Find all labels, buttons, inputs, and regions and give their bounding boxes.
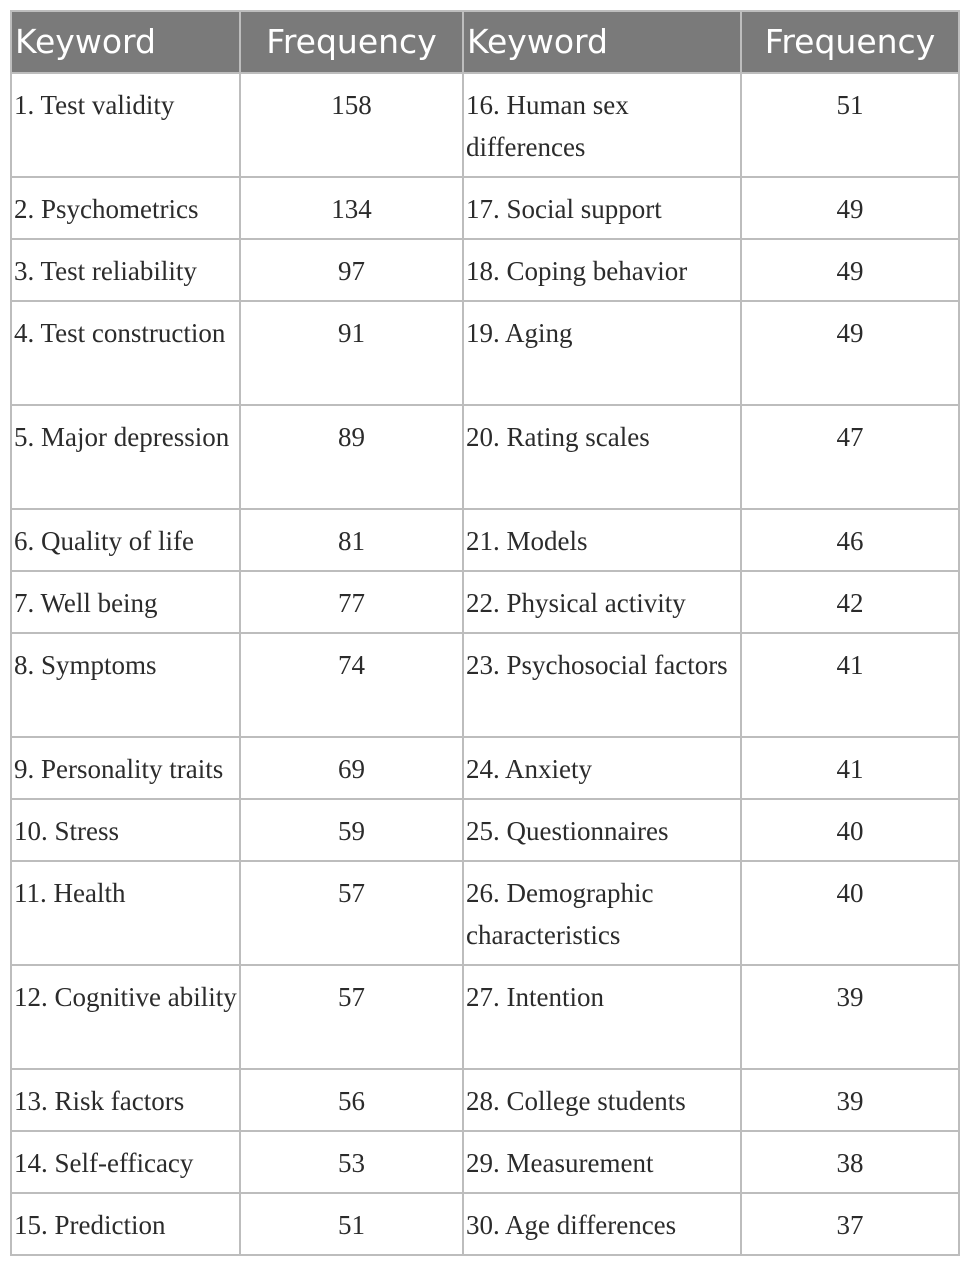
frequency-cell: 69 (240, 737, 463, 799)
keyword-cell: 23. Psychosocial factors (463, 633, 741, 737)
header-keyword-2: Keyword (463, 11, 741, 73)
table-row (11, 799, 959, 861)
table-header (11, 11, 959, 73)
keyword-cell: 26. Demographic characteristics (463, 861, 741, 965)
frequency-cell: 41 (741, 633, 959, 737)
frequency-cell: 49 (741, 301, 959, 405)
frequency-cell: 47 (741, 405, 959, 509)
keyword-frequency-table (10, 10, 960, 1256)
frequency-cell: 81 (240, 509, 463, 571)
frequency-cell: 74 (240, 633, 463, 737)
keyword-cell: 15. Prediction (11, 1193, 240, 1255)
table-row (11, 73, 959, 177)
keyword-cell: 1. Test validity (11, 73, 240, 177)
keyword-cell: 14. Self-efficacy (11, 1131, 240, 1193)
table-row (11, 633, 959, 737)
keyword-cell: 25. Questionnaires (463, 799, 741, 861)
keyword-cell: 19. Aging (463, 301, 741, 405)
keyword-cell: 3. Test reliability (11, 239, 240, 301)
table-row (11, 571, 959, 633)
keyword-cell: 2. Psychometrics (11, 177, 240, 239)
frequency-cell: 40 (741, 861, 959, 965)
frequency-cell: 134 (240, 177, 463, 239)
keyword-cell: 16. Human sex differences (463, 73, 741, 177)
table-row (11, 177, 959, 239)
keyword-cell: 9. Personality traits (11, 737, 240, 799)
frequency-cell: 40 (741, 799, 959, 861)
table-row (11, 1069, 959, 1131)
keyword-cell: 30. Age differences (463, 1193, 741, 1255)
frequency-cell: 56 (240, 1069, 463, 1131)
table-row (11, 965, 959, 1069)
frequency-cell: 42 (741, 571, 959, 633)
keyword-cell: 5. Major depression (11, 405, 240, 509)
keyword-cell: 27. Intention (463, 965, 741, 1069)
frequency-cell: 49 (741, 177, 959, 239)
keyword-cell: 6. Quality of life (11, 509, 240, 571)
keyword-cell: 10. Stress (11, 799, 240, 861)
frequency-cell: 51 (240, 1193, 463, 1255)
keyword-cell: 7. Well being (11, 571, 240, 633)
frequency-cell: 46 (741, 509, 959, 571)
keyword-cell: 29. Measurement (463, 1131, 741, 1193)
keyword-cell: 22. Physical activity (463, 571, 741, 633)
keyword-cell: 8. Symptoms (11, 633, 240, 737)
frequency-cell: 57 (240, 965, 463, 1069)
table-row (11, 861, 959, 965)
header-row (11, 11, 959, 73)
keyword-cell: 11. Health (11, 861, 240, 965)
frequency-cell: 39 (741, 965, 959, 1069)
keyword-cell: 24. Anxiety (463, 737, 741, 799)
keyword-cell: 13. Risk factors (11, 1069, 240, 1131)
header-keyword-1: Keyword (11, 11, 240, 73)
frequency-cell: 57 (240, 861, 463, 965)
frequency-cell: 89 (240, 405, 463, 509)
table-row (11, 239, 959, 301)
table-row (11, 1131, 959, 1193)
keyword-cell: 18. Coping behavior (463, 239, 741, 301)
frequency-cell: 59 (240, 799, 463, 861)
table-body (11, 73, 959, 1255)
keyword-cell: 20. Rating scales (463, 405, 741, 509)
table-row (11, 509, 959, 571)
table-row (11, 405, 959, 509)
header-frequency-2: Frequency (741, 11, 959, 73)
frequency-cell: 97 (240, 239, 463, 301)
frequency-cell: 38 (741, 1131, 959, 1193)
frequency-cell: 51 (741, 73, 959, 177)
frequency-cell: 49 (741, 239, 959, 301)
keyword-cell: 21. Models (463, 509, 741, 571)
table-row (11, 301, 959, 405)
frequency-cell: 39 (741, 1069, 959, 1131)
keyword-cell: 17. Social support (463, 177, 741, 239)
frequency-cell: 91 (240, 301, 463, 405)
table-row (11, 737, 959, 799)
frequency-cell: 37 (741, 1193, 959, 1255)
frequency-cell: 158 (240, 73, 463, 177)
frequency-cell: 41 (741, 737, 959, 799)
keyword-cell: 28. College students (463, 1069, 741, 1131)
frequency-cell: 77 (240, 571, 463, 633)
table-row (11, 1193, 959, 1255)
keyword-cell: 12. Cognitive ability (11, 965, 240, 1069)
keyword-cell: 4. Test construction (11, 301, 240, 405)
frequency-cell: 53 (240, 1131, 463, 1193)
header-frequency-1: Frequency (240, 11, 463, 73)
